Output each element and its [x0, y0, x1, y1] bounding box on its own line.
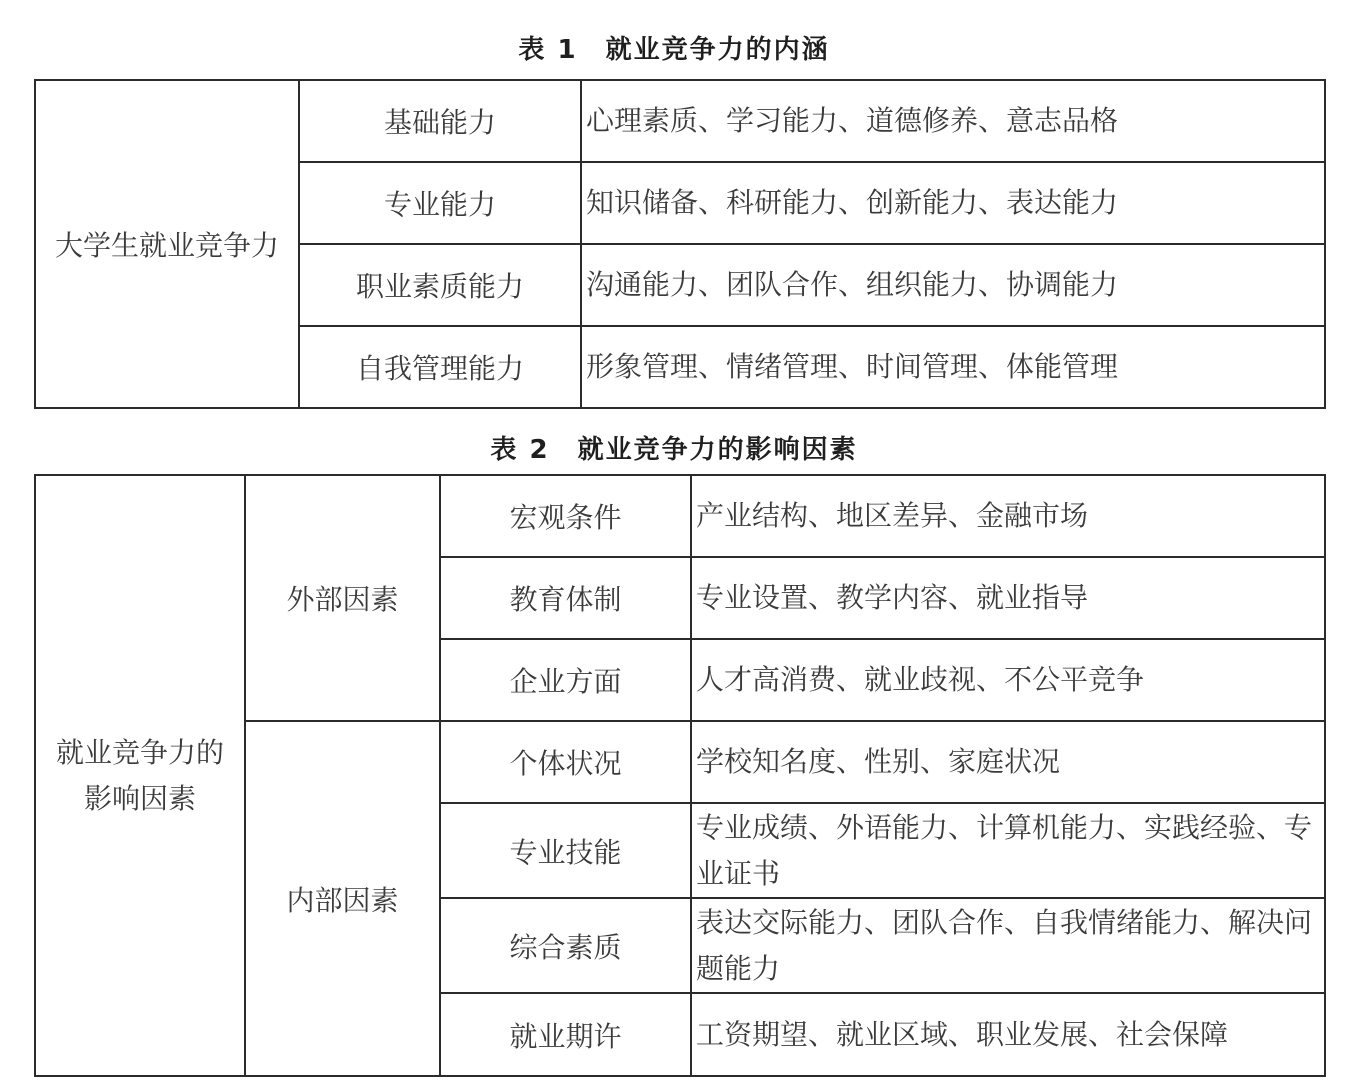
items-cell: 产业结构、地区差异、金融市场 — [691, 475, 1325, 557]
factor-cell: 综合素质 — [440, 898, 691, 993]
category-cell: 自我管理能力 — [299, 326, 581, 408]
influencing-factors-table — [34, 474, 1326, 1077]
table-1-caption: 表 1 就业竞争力的内涵 — [518, 35, 830, 65]
table-row — [35, 475, 1325, 557]
items-cell: 心理素质、学习能力、道德修养、意志品格 — [581, 80, 1325, 162]
group-cell-internal: 内部因素 — [245, 721, 440, 1076]
items-cell: 专业设置、教学内容、就业指导 — [691, 557, 1325, 639]
category-cell: 基础能力 — [299, 80, 581, 162]
items-cell: 知识储备、科研能力、创新能力、表达能力 — [581, 162, 1325, 244]
category-cell: 专业能力 — [299, 162, 581, 244]
items-cell: 人才高消费、就业歧视、不公平竞争 — [691, 639, 1325, 721]
factor-cell: 专业技能 — [440, 803, 691, 898]
competitiveness-connotation-table — [34, 79, 1326, 409]
items-cell: 工资期望、就业区域、职业发展、社会保障 — [691, 993, 1325, 1076]
table-root-cell: 大学生就业竞争力 — [35, 80, 299, 408]
factor-cell: 个体状况 — [440, 721, 691, 803]
factor-cell: 企业方面 — [440, 639, 691, 721]
items-cell: 专业成绩、外语能力、计算机能力、实践经验、专业证书 — [691, 803, 1325, 898]
items-cell: 形象管理、情绪管理、时间管理、体能管理 — [581, 326, 1325, 408]
factor-cell: 就业期许 — [440, 993, 691, 1076]
table-root-cell: 就业竞争力的影响因素 — [35, 475, 245, 1076]
group-cell-external: 外部因素 — [245, 475, 440, 721]
items-cell: 沟通能力、团队合作、组织能力、协调能力 — [581, 244, 1325, 326]
table-row — [35, 80, 1325, 162]
items-cell: 学校知名度、性别、家庭状况 — [691, 721, 1325, 803]
table-2-caption: 表 2 就业竞争力的影响因素 — [490, 435, 858, 465]
items-cell: 表达交际能力、团队合作、自我情绪能力、解决问题能力 — [691, 898, 1325, 993]
factor-cell: 宏观条件 — [440, 475, 691, 557]
factor-cell: 教育体制 — [440, 557, 691, 639]
category-cell: 职业素质能力 — [299, 244, 581, 326]
